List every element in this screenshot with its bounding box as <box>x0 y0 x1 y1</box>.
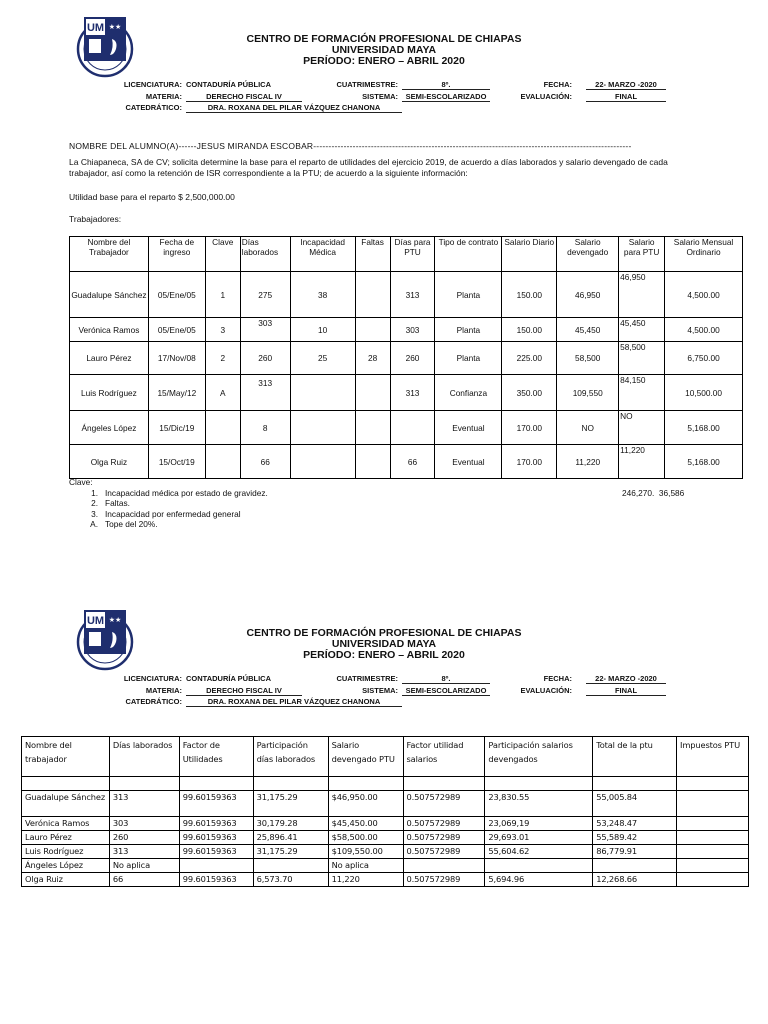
col-header: Fecha de ingreso <box>148 237 205 272</box>
col-header: Tipo de contrato <box>435 237 502 272</box>
table-row: Guadalupe Sánchez 313 99.60159363 31,175.29 $46,950.00 0.507572989 23,830.55 55,005.84 <box>22 791 749 817</box>
materia-label: MATERIA: <box>145 92 182 101</box>
col-header: Salario para PTU <box>619 237 665 272</box>
sistema-value: SEMI-ESCOLARIZADO <box>402 92 490 102</box>
clave-title: Clave: <box>69 477 93 487</box>
table-row: Luis Rodríguez 313 99.60159363 31,175.29 $109,550.00 0.507572989 55,604.62 86,779.91 <box>22 845 749 859</box>
university-name: UNIVERSIDAD MAYA <box>331 44 437 56</box>
svg-text:★★: ★★ <box>108 617 122 624</box>
logo-text: UM <box>86 22 105 34</box>
ptu-table-header <box>22 737 749 777</box>
col-header: Participación salarios devengados <box>485 737 593 777</box>
list-item: 3. Incapacidad por enfermedad general <box>91 508 241 519</box>
evaluacion-value: FINAL <box>586 92 666 102</box>
materia-value: DERECHO FISCAL IV <box>186 92 302 102</box>
course-info-block <box>0 80 768 120</box>
header-title-block-2 <box>184 628 584 661</box>
list-item: 2. Faltas. <box>91 498 130 508</box>
col-header: Salario devengado <box>557 237 619 272</box>
utilidad-base-line: Utilidad base para el reparto $ 2,500,000.00 <box>69 192 235 202</box>
table-row <box>22 777 749 791</box>
workers-table <box>69 236 743 479</box>
table-row: Ángeles López No aplica No aplica <box>22 859 749 873</box>
ptu-calculation-table <box>21 736 749 887</box>
col-header: Salario devengado PTU <box>328 737 403 777</box>
catedratico-label: CATEDRÁTICO: <box>125 103 182 112</box>
col-header: Días laborados <box>240 237 290 272</box>
col-header: Nombre del trabajador <box>22 737 110 777</box>
institution-name: CENTRO DE FORMACIÓN PROFESIONAL DE CHIAPAS <box>246 33 522 45</box>
course-info-block-2: LICENCIATURA: CONTADURÍA PÚBLICA MATERIA: DERECHO FISCAL IV CATEDRÁTICO: DRA. ROXANA DEL PILAR VÁZQUEZ CHANONA CUATRIMESTRE: 8º. SISTEMA: SEMI-ESCOLARIZADO FECHA: 22- MARZO -2020 EVALUACIÓN: FINAL <box>0 674 768 714</box>
col-header: Clave <box>205 237 240 272</box>
workers-table-header <box>70 237 743 272</box>
col-header: Participación días laborados <box>253 737 328 777</box>
table-row: Olga Ruiz 15/Oct/19 66 66 Eventual 170.00 11,220 11,220 5,168.00 <box>70 445 743 479</box>
table-row: Verónica Ramos 303 99.60159363 30,179.28 $45,450.00 0.507572989 23,069,19 53,248.47 <box>22 817 749 831</box>
col-header: Días para PTU <box>390 237 435 272</box>
list-item: A. Tope del 20%. <box>90 519 158 529</box>
cuatrimestre-label: CUATRIMESTRE: <box>336 80 398 89</box>
university-logo <box>76 15 134 79</box>
sistema-label: SISTEMA: <box>362 92 398 101</box>
col-header: Faltas <box>355 237 390 272</box>
table-row: Olga Ruiz 66 99.60159363 6,573.70 11,220 0.507572989 5,694.96 12,268.66 <box>22 873 749 887</box>
university-name: UNIVERSIDAD MAYA <box>331 638 437 650</box>
col-header: Factor utilidad salarios <box>403 737 485 777</box>
licenciatura-value: CONTADURÍA PÚBLICA <box>186 80 271 89</box>
problem-statement: La Chiapaneca, SA de CV; solicita determine la base para el reparto de utilidades del ejercicio 2019, de acuerdo a días laborados y salario devengado de cada trabajador, así como la retención de ISR correspondiente a la PTU; de acuerdo a la siguiente información: <box>69 157 668 178</box>
table-row: Lauro Pérez 17/Nov/08 2 260 25 28 260 Planta 225.00 58,500 58,500 6,750.00 <box>70 342 743 375</box>
col-header: Incapacidad Médica <box>290 237 355 272</box>
col-header: Salario Diario <box>502 237 557 272</box>
catedratico-value: DRA. ROXANA DEL PILAR VÁZQUEZ CHANONA <box>186 103 402 113</box>
list-item: 1. Incapacidad médica por estado de gravidez. <box>91 487 268 498</box>
evaluacion-label: EVALUACIÓN: <box>520 92 572 101</box>
table-row: Guadalupe Sánchez 05/Ene/05 1 275 38 313 Planta 150.00 46,950 46,950 4,500.00 <box>70 272 743 318</box>
period-title: PERÍODO: ENERO – ABRIL 2020 <box>303 649 465 661</box>
cuatrimestre-value: 8º. <box>402 80 490 90</box>
trabajadores-label: Trabajadores: <box>69 214 122 224</box>
col-header: Salario Mensual Ordinario <box>665 237 743 272</box>
svg-text:★★: ★★ <box>108 24 122 31</box>
clave-legend <box>69 477 268 530</box>
col-header: Factor de Utilidades <box>179 737 253 777</box>
fecha-label: FECHA: <box>543 80 572 89</box>
table-row: Lauro Pérez 260 99.60159363 25,896.41 $58,500.00 0.507572989 29,693.01 55,589.42 <box>22 831 749 845</box>
logo-text: UM <box>86 615 105 627</box>
col-header: Días laborados <box>109 737 179 777</box>
table-row: Luis Rodríguez 15/May/12 A 313 313 Confianza 350.00 109,550 84,150 10,500.00 <box>70 375 743 411</box>
licenciatura-label: LICENCIATURA: <box>123 80 182 89</box>
col-header: Impuestos PTU <box>677 737 749 777</box>
student-name-line: NOMBRE DEL ALUMNO(A)------JESUS MIRANDA ESCOBAR--------------------------------------------------------------------------------------------------------- <box>69 141 632 151</box>
col-header: Nombre del Trabajador <box>70 237 149 272</box>
header-title-block <box>184 34 584 67</box>
side-note: 246,270. 36,586 <box>622 488 685 498</box>
table-row: Ángeles López 15/Dic/19 8 Eventual 170.00 NO NO 5,168.00 <box>70 411 743 445</box>
table-row: Verónica Ramos 05/Ene/05 3 303 10 303 Planta 150.00 45,450 45,450 4,500.00 <box>70 318 743 342</box>
period-title: PERÍODO: ENERO – ABRIL 2020 <box>303 55 465 67</box>
institution-name: CENTRO DE FORMACIÓN PROFESIONAL DE CHIAPAS <box>246 627 522 639</box>
university-logo-2 <box>76 608 134 672</box>
col-header: Total de la ptu <box>593 737 677 777</box>
fecha-value: 22- MARZO -2020 <box>586 80 666 90</box>
